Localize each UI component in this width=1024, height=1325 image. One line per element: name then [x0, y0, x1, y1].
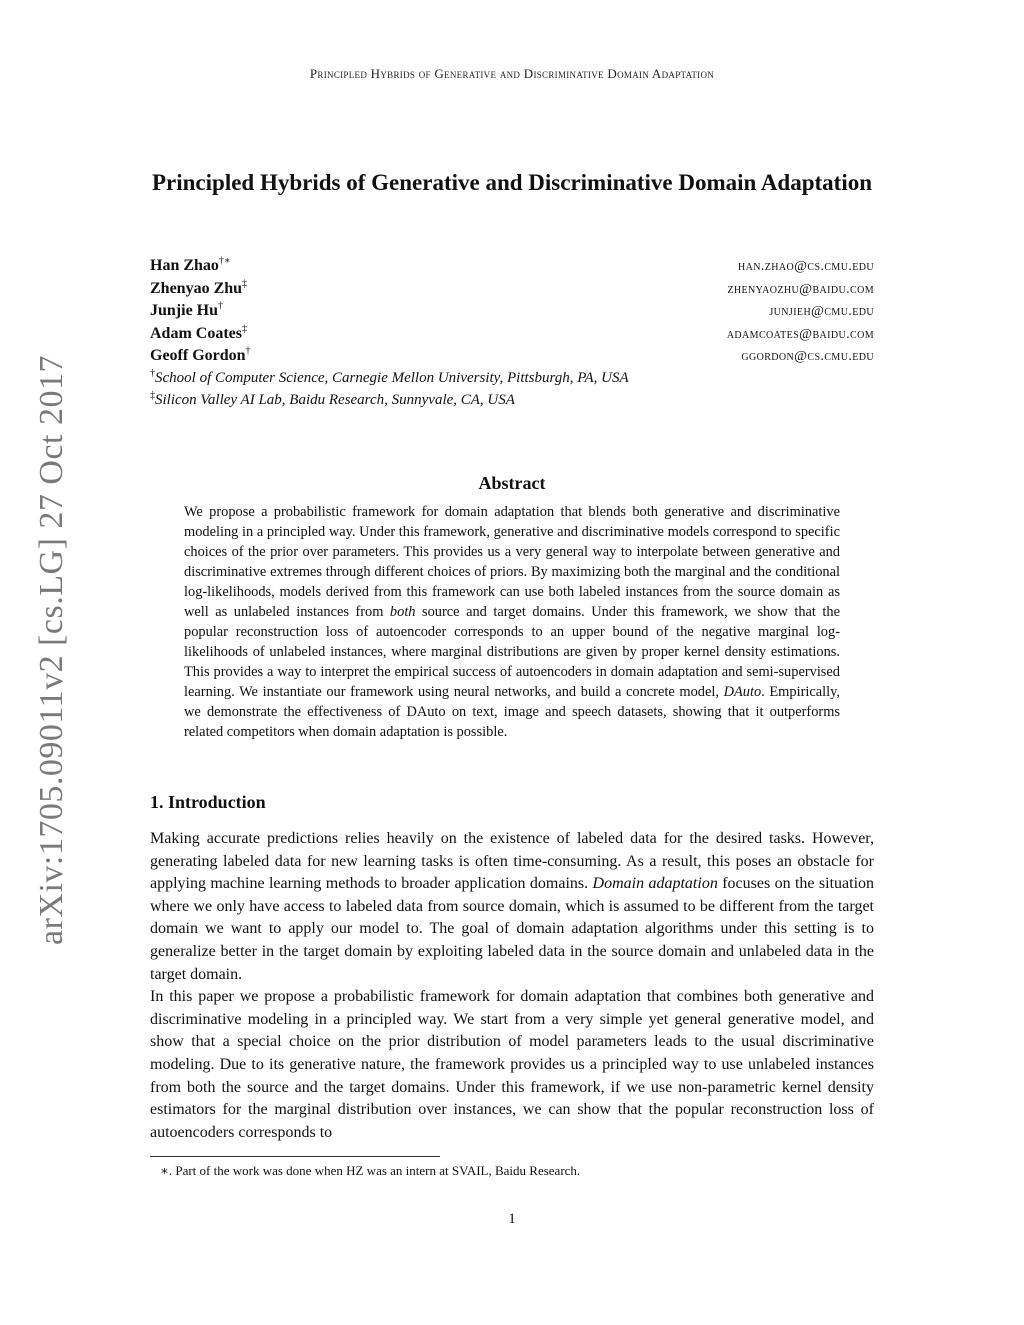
running-header: Principled Hybrids of Generative and Discriminative Domain Adaptation: [309, 66, 715, 81]
author-email: junjieh@cmu.edu: [769, 304, 874, 319]
abstract-heading: Abstract: [478, 473, 546, 493]
author-row: [150, 325, 874, 348]
author-email: ggordon@cs.cmu.edu: [741, 349, 874, 364]
section-heading-introduction: 1. Introduction: [150, 792, 266, 812]
footnote: ∗. Part of the work was done when HZ was an intern at SVAIL, Baidu Research.: [160, 1163, 581, 1178]
paragraph: Making accurate predictions relies heavily on the existence of labeled data for the desired tasks. However, generating labeled data for new learning tasks is often time-consuming. As a result, this poses an obstacle for applying machine learning methods to broader application domains. Domain adaptation focuses on the situation where we only have access to labeled data from source domain, which is assumed to be different from the target domain we want to apply our model to. The goal of domain adaptation algorithms under this setting is to generalize better in the target domain by exploiting labeled data in the source domain and unlabeled data in the target domain.: [150, 830, 875, 983]
paragraph: In this paper we propose a probabilistic framework for domain adaptation that combines both generative and discriminative modeling in a principled way. We start from a very simple yet general generative model, and show that a special choice on the prior distribution of model parameters leads to the usual discriminative modeling. Due to its generative nature, the framework provides us a principled way to use unlabeled instances from both the source and the target domains. Under this framework, if we use non-parametric kernel density estimators for the marginal distribution over instances, we can show that the popular reconstruction loss of autoencoders corresponds to: [150, 988, 874, 1141]
author-email: zhenyaozhu@baidu.com: [727, 281, 874, 297]
affiliation-mark: †: [218, 300, 224, 312]
author-name: Junjie Hu†: [150, 300, 224, 319]
affiliation-mark: ‡: [242, 323, 247, 335]
affiliation-baidu: ‡Silicon Valley AI Lab, Baidu Research, Sunnyvale, CA, USA: [150, 389, 515, 408]
affiliation-mark: †: [245, 345, 251, 357]
author-row: [150, 302, 874, 325]
affiliation-mark: ‡: [242, 278, 248, 290]
arxiv-identifier-stamp: arXiv:1705.09011v2 [cs.LG] 27 Oct 2017: [33, 355, 70, 945]
author-block: [150, 257, 874, 414]
author-row: [150, 280, 874, 303]
footnote-rule: [150, 1156, 440, 1157]
author-email: han.zhao@cs.cmu.edu: [738, 259, 874, 274]
author-row: [150, 347, 874, 370]
author-name: Adam Coates‡: [150, 323, 247, 342]
author-name: Han Zhao†∗: [150, 255, 231, 274]
page-number: 1: [508, 1211, 516, 1227]
author-email: adamcoates@baidu.com: [726, 326, 874, 342]
introduction-body: [150, 828, 874, 1144]
author-name: Geoff Gordon†: [150, 345, 251, 364]
abstract-body: We propose a probabilistic framework for domain adaptation that blends both generative and discriminative modeling in a principled way. Under this framework, generative and discriminative models correspond to specific choices of the prior over parameters. This provides us a very general way to interpolate between generative and discriminative extremes through different choices of priors. By maximizing both the marginal and the conditional log-likelihoods, models derived from this framework can use both labeled instances from the source domain as well as unlabeled instances from both source and target domains. Under this framework, we show that the popular reconstruction loss of autoencoder corresponds to an upper bound of the negative marginal log-likelihoods of unlabeled instances, where marginal distributions are given by proper kernel density estimations. This provides a way to interpret the empirical success of autoencoders in domain adaptation and semi-supervised learning. We instantiate our framework using neural networks, and build a concrete model, DAuto. Empirically, we demonstrate the effectiveness of DAuto on text, image and speech datasets, showing that it outperforms related competitors when domain adaptation is possible.: [184, 504, 840, 740]
affiliation-cmu: †School of Computer Science, Carnegie Mellon University, Pittsburgh, PA, USA: [150, 367, 629, 386]
author-name: Zhenyao Zhu‡: [150, 278, 248, 297]
author-row: [150, 257, 874, 280]
affiliation-mark: †∗: [218, 255, 231, 267]
paper-title: Principled Hybrids of Generative and Discriminative Domain Adaptation: [151, 170, 873, 195]
